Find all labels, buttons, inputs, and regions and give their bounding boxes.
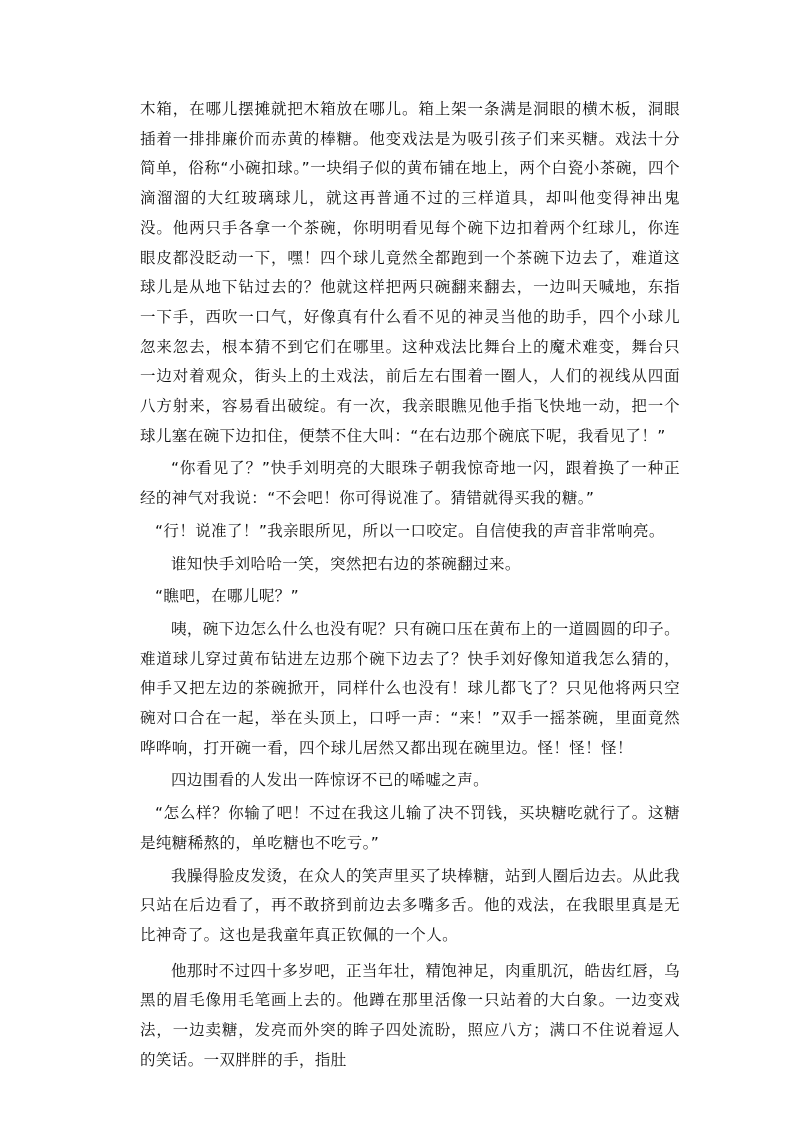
paragraph-4: 谁知快手刘哈哈一笑，突然把右边的茶碗翻过来。 <box>171 554 521 573</box>
paragraph-6: 咦，碗下边怎么什么也没有呢？只有碗口压在黄布上的一道圆圆的印子。难道球儿穿过黄布钻进左边那个碗下边去了？快手刘好像知道我怎么猜的，伸手又把左边的茶碗掀开，同样什么也没有！球儿都飞了？只见他将两只空碗对口合在一起，举在头顶上，口呼一声：“来！”双手一摇茶碗，里面竟然哗哗响，打开碗一看，四个球儿居然又都出现在碗里边。怪！怪！怪！ <box>140 619 680 757</box>
paragraph-7: 四边围看的人发出一阵惊讶不已的唏嘘之声。 <box>171 771 490 790</box>
paragraph-3: “行！说准了！”我亲眼所见，所以一口咬定。自信使我的声音非常响亮。 <box>155 521 665 540</box>
paragraph-8: “怎么样？你输了吧！不过在我这儿输了决不罚钱，买块糖吃就行了。这糖是纯糖稀熬的，单吃糖也不吃亏。” <box>140 804 680 852</box>
paragraph-5: “瞧吧，在哪儿呢？” <box>155 587 300 606</box>
article-body <box>140 95 680 1076</box>
paragraph-10: 他那时不过四十多岁吧，正当年壮，精饱神足，肉重肌沉，皓齿红唇，乌黑的眉毛像用毛笔画上去的。他蹲在那里活像一只站着的大白象。一边变戏法，一边卖糖，发亮而外突的眸子四处流盼，照应八方；满口不住说着逗人的笑话。一双胖胖的手，指肚 <box>140 961 680 1069</box>
paragraph-9: 我臊得脸皮发烫，在众人的笑声里买了块棒糖，站到人圈后边去。从此我只站在后边看了，再不敢挤到前边去多嘴多舌。他的戏法，在我眼里真是无比神奇了。这也是我童年真正钦佩的一个人。 <box>140 866 680 944</box>
paragraph-1: 木箱，在哪儿摆摊就把木箱放在哪儿。箱上架一条满是洞眼的横木板，洞眼插着一排排廉价而赤黄的棒糖。他变戏法是为吸引孩子们来买糖。戏法十分简单，俗称“小碗扣球。”一块绢子似的黄布铺在地上，两个白瓷小茶碗，四个滴溜溜的大红玻璃球儿，就这再普通不过的三样道具，却叫他变得神出鬼没。他两只手各拿一个茶碗，你明明看见每个碗下边扣着两个红球儿，你连眼皮都没眨动一下，嘿！四个球儿竟然全都跑到一个茶碗下边去了，难道这球儿是从地下钻过去的？他就这样把两只碗翻来翻去，一边叫天喊地，东指一下手，西吹一口气，好像真有什么看不见的神灵当他的助手，四个小球儿忽来忽去，根本猜不到它们在哪里。这种戏法比舞台上的魔术难变，舞台只一边对着观众，街头上的土戏法，前后左右围着一圈人，人们的视线从四面八方射来，容易看出破绽。有一次，我亲眼瞧见他手指飞快地一动，把一个球儿塞在碗下边扣住，便禁不住大叫：“在右边那个碗底下呢，我看见了！” <box>140 100 680 445</box>
paragraph-2: “你看见了？”快手刘明亮的大眼珠子朝我惊奇地一闪，跟着换了一种正经的神气对我说：“不会吧！你可得说准了。猜错就得买我的糖。” <box>140 459 680 508</box>
